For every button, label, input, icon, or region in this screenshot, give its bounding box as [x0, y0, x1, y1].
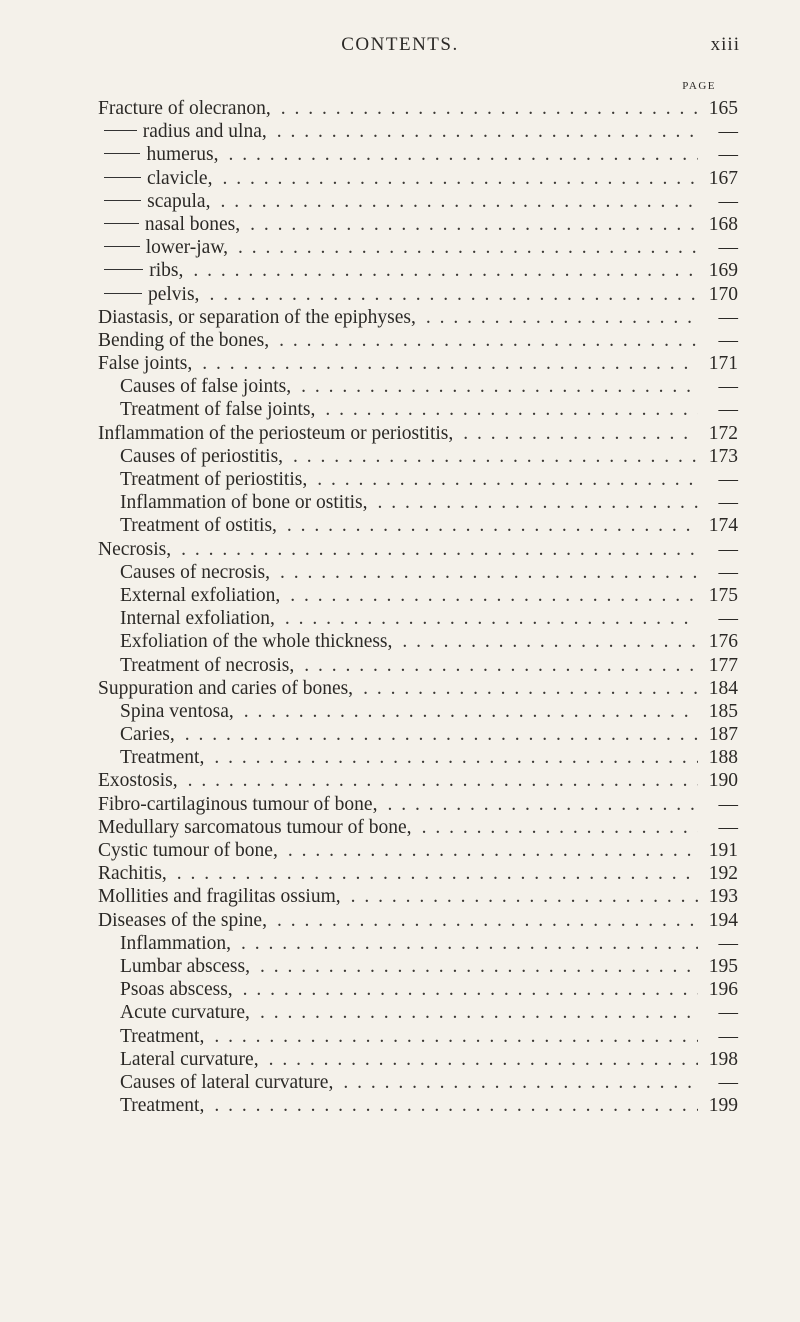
- toc-entry-label: Cystic tumour of bone,: [98, 840, 278, 861]
- toc-entry: [98, 214, 738, 237]
- toc-entry-label: Mollities and fragilitas ossium,: [98, 886, 341, 908]
- toc-entry-page: 199: [708, 1095, 738, 1117]
- toc-entry-label: Treatment of ostitis,: [120, 515, 277, 537]
- toc-entry-label: False joints,: [98, 353, 193, 375]
- dot-leader: [219, 144, 698, 166]
- toc-entry: [98, 585, 738, 608]
- toc-entry: [98, 956, 738, 979]
- dot-leader: [267, 121, 698, 143]
- toc-entry-label: Necrosis,: [98, 538, 172, 560]
- page-column-label: PAGE: [682, 80, 716, 92]
- toc-entry-label: Rachitis,: [98, 863, 167, 885]
- toc-entry: [98, 469, 738, 492]
- table-of-contents: [98, 98, 738, 1118]
- dot-leader: [234, 701, 698, 723]
- dot-leader: [307, 469, 698, 491]
- toc-entry-label: Causes of false joints,: [120, 376, 292, 398]
- ditto-rule: [104, 246, 140, 247]
- toc-entry: [98, 1095, 738, 1118]
- toc-entry: [98, 260, 738, 283]
- toc-entry: [98, 446, 738, 469]
- toc-entry-label: Causes of lateral curvature,: [120, 1071, 334, 1093]
- toc-entry: [98, 539, 738, 562]
- toc-entry-label: Exostosis,: [98, 770, 178, 792]
- ditto-rule: [104, 269, 143, 270]
- toc-entry-page: 195: [708, 955, 738, 977]
- toc-entry-page: 184: [708, 677, 738, 699]
- toc-entry-label: Causes of necrosis,: [120, 561, 271, 583]
- toc-entry-label: Treatment of false joints,: [120, 399, 316, 421]
- toc-entry-page: 193: [708, 886, 738, 908]
- toc-entry-page: —: [718, 793, 738, 815]
- toc-entry: [98, 910, 738, 933]
- toc-entry: [98, 701, 738, 724]
- toc-entry: [98, 191, 738, 214]
- toc-entry-page: 188: [708, 747, 738, 769]
- toc-entry-page: 198: [708, 1048, 738, 1070]
- toc-entry-label: Diastasis, or separation of the epiphyses,: [98, 306, 416, 328]
- toc-entry-page: 172: [708, 422, 738, 444]
- dot-leader: [192, 353, 698, 375]
- dot-leader: [353, 678, 698, 700]
- toc-entry-page: —: [718, 121, 738, 143]
- toc-entry: [98, 423, 738, 446]
- toc-entry: [98, 562, 738, 585]
- toc-entry-page: 174: [708, 515, 738, 537]
- dot-leader: [283, 446, 698, 468]
- toc-entry-label: radius and ulna,: [142, 121, 267, 143]
- dot-leader: [267, 910, 698, 932]
- toc-entry-label: Medullary sarcomatous tumour of bone,: [98, 816, 412, 838]
- ditto-rule: [104, 130, 137, 131]
- toc-entry-page: —: [718, 399, 738, 421]
- toc-entry-label: Acute curvature,: [120, 1002, 250, 1024]
- toc-entry: [98, 98, 738, 121]
- toc-entry-label: Diseases of the spine,: [98, 909, 267, 931]
- toc-entry: [98, 1002, 738, 1025]
- toc-entry-page: 175: [708, 584, 738, 606]
- toc-entry: [98, 168, 738, 191]
- dot-leader: [291, 376, 698, 398]
- dot-leader: [377, 794, 698, 816]
- toc-entry-label: Treatment,: [120, 1095, 205, 1117]
- toc-entry-page: —: [718, 816, 738, 838]
- dot-leader: [270, 562, 698, 584]
- dot-leader: [233, 979, 698, 1001]
- dot-leader: [204, 747, 698, 769]
- toc-entry-page: —: [718, 561, 738, 583]
- ditto-rule: [104, 293, 142, 294]
- toc-entry-label: Treatment,: [120, 1025, 205, 1047]
- dot-leader: [171, 539, 698, 561]
- toc-entry-label: External exfoliation,: [120, 584, 281, 606]
- toc-entry-label: lower-jaw,: [145, 237, 229, 259]
- toc-entry-label: Treatment of periostitis,: [120, 469, 308, 490]
- toc-entry-label: Fracture of olecranon,: [98, 98, 271, 119]
- toc-entry-page: 173: [708, 445, 738, 467]
- toc-entry-page: —: [718, 306, 738, 328]
- dot-leader: [333, 1072, 698, 1094]
- toc-entry-page: 169: [708, 260, 738, 282]
- dot-leader: [250, 1002, 698, 1024]
- dot-leader: [368, 492, 698, 514]
- ditto-rule: [104, 200, 141, 201]
- toc-entry-label: Suppuration and caries of bones,: [98, 677, 354, 699]
- toc-entry: [98, 353, 738, 376]
- toc-entry-page: —: [718, 932, 738, 954]
- dot-leader: [175, 724, 698, 746]
- toc-entry: [98, 284, 738, 307]
- toc-entry-page: 194: [708, 909, 738, 931]
- toc-entry-page: 176: [708, 631, 738, 653]
- dot-leader: [412, 817, 698, 839]
- dot-leader: [271, 98, 698, 120]
- toc-entry-page: —: [718, 1002, 738, 1024]
- ditto-rule: [104, 177, 141, 178]
- dot-leader: [250, 956, 698, 978]
- toc-entry-page: 192: [708, 863, 738, 885]
- toc-entry: [98, 840, 738, 863]
- dot-leader: [210, 191, 698, 213]
- toc-entry-page: 196: [708, 979, 738, 1001]
- toc-entry: [98, 307, 738, 330]
- toc-entry: [98, 399, 738, 422]
- dot-leader: [204, 1095, 698, 1117]
- toc-entry-page: —: [718, 376, 738, 398]
- toc-entry-page: 168: [708, 213, 738, 235]
- toc-entry-label: Inflammation of bone or ostitis,: [120, 492, 368, 514]
- toc-entry-label: Inflammation of the periosteum or periostitis,: [98, 422, 454, 444]
- dot-leader: [204, 1026, 698, 1048]
- dot-leader: [228, 237, 698, 259]
- toc-entry-page: 191: [708, 840, 738, 861]
- toc-entry-page: —: [718, 144, 738, 166]
- toc-entry: [98, 1026, 738, 1049]
- dot-leader: [240, 214, 698, 236]
- toc-entry-label: Inflammation,: [120, 932, 232, 954]
- dot-leader: [167, 863, 698, 885]
- toc-entry: [98, 747, 738, 770]
- dot-leader: [259, 1049, 698, 1071]
- toc-entry-label: Caries,: [120, 724, 175, 746]
- dot-leader: [416, 307, 698, 329]
- toc-entry-label: Lateral curvature,: [120, 1048, 259, 1070]
- toc-entry: [98, 817, 738, 840]
- toc-entry-page: —: [718, 608, 738, 630]
- ditto-rule: [104, 223, 139, 224]
- page-header: [0, 34, 800, 64]
- toc-entry: [98, 678, 738, 701]
- running-head: CONTENTS.: [341, 34, 459, 55]
- toc-entry-page: —: [718, 329, 738, 351]
- toc-entry: [98, 979, 738, 1002]
- toc-entry-page: —: [718, 538, 738, 560]
- toc-entry-label: Spina ventosa,: [120, 700, 234, 722]
- toc-entry: [98, 144, 738, 167]
- toc-entry-label: scapula,: [147, 190, 211, 212]
- toc-entry: [98, 515, 738, 538]
- toc-entry-page: 171: [708, 353, 738, 375]
- toc-entry-page: —: [718, 1071, 738, 1093]
- toc-entry-page: 190: [708, 770, 738, 792]
- dot-leader: [269, 330, 698, 352]
- dot-leader: [199, 284, 698, 306]
- toc-entry-page: —: [718, 1025, 738, 1047]
- page-number: xiii: [710, 34, 740, 55]
- toc-entry-label: Exfoliation of the whole thickness,: [120, 631, 393, 653]
- toc-entry: [98, 863, 738, 886]
- toc-entry-page: 165: [708, 98, 738, 119]
- toc-entry-label: Bending of the bones,: [98, 329, 270, 351]
- toc-entry-page: —: [718, 237, 738, 259]
- toc-entry-label: Causes of periostitis,: [120, 445, 284, 467]
- toc-entry-label: clavicle,: [146, 167, 213, 189]
- ditto-rule: [104, 153, 140, 154]
- toc-entry: [98, 376, 738, 399]
- toc-entry-label: Fibro-cartilaginous tumour of bone,: [98, 793, 378, 815]
- toc-entry: [98, 724, 738, 747]
- toc-entry: [98, 933, 738, 956]
- dot-leader: [392, 631, 698, 653]
- dot-leader: [280, 585, 698, 607]
- toc-entry-page: 185: [708, 700, 738, 722]
- dot-leader: [178, 770, 698, 792]
- toc-entry-label: Treatment,: [120, 747, 205, 769]
- toc-entry-label: Treatment of necrosis,: [120, 654, 295, 676]
- toc-entry: [98, 770, 738, 793]
- dot-leader: [341, 886, 698, 908]
- toc-entry-label: ribs,: [149, 260, 184, 282]
- dot-leader: [294, 655, 698, 677]
- dot-leader: [277, 515, 698, 537]
- toc-entry-page: 177: [708, 654, 738, 676]
- toc-entry: [98, 631, 738, 654]
- toc-entry: [98, 1072, 738, 1095]
- toc-entry-page: 167: [708, 167, 738, 189]
- dot-leader: [183, 260, 698, 282]
- toc-entry: [98, 492, 738, 515]
- toc-entry: [98, 237, 738, 260]
- toc-entry-label: humerus,: [146, 144, 219, 166]
- toc-entry: [98, 886, 738, 909]
- toc-entry-page: 187: [708, 724, 738, 746]
- toc-entry: [98, 1049, 738, 1072]
- toc-entry: [98, 608, 738, 631]
- toc-entry-page: —: [718, 469, 738, 490]
- dot-leader: [278, 840, 698, 862]
- dot-leader: [212, 168, 698, 190]
- toc-entry-page: —: [718, 492, 738, 514]
- toc-entry-label: Lumbar abscess,: [120, 955, 250, 977]
- toc-entry-label: nasal bones,: [144, 213, 241, 235]
- dot-leader: [315, 399, 698, 421]
- toc-entry-page: —: [718, 190, 738, 212]
- dot-leader: [231, 933, 698, 955]
- toc-entry: [98, 330, 738, 353]
- toc-entry: [98, 121, 738, 144]
- toc-entry: [98, 794, 738, 817]
- toc-entry-label: Internal exfoliation,: [120, 608, 275, 630]
- dot-leader: [453, 423, 698, 445]
- toc-entry-page: 170: [708, 283, 738, 305]
- toc-entry-label: Psoas abscess,: [120, 979, 233, 1001]
- toc-entry: [98, 655, 738, 678]
- toc-entry-label: pelvis,: [147, 283, 200, 305]
- dot-leader: [275, 608, 698, 630]
